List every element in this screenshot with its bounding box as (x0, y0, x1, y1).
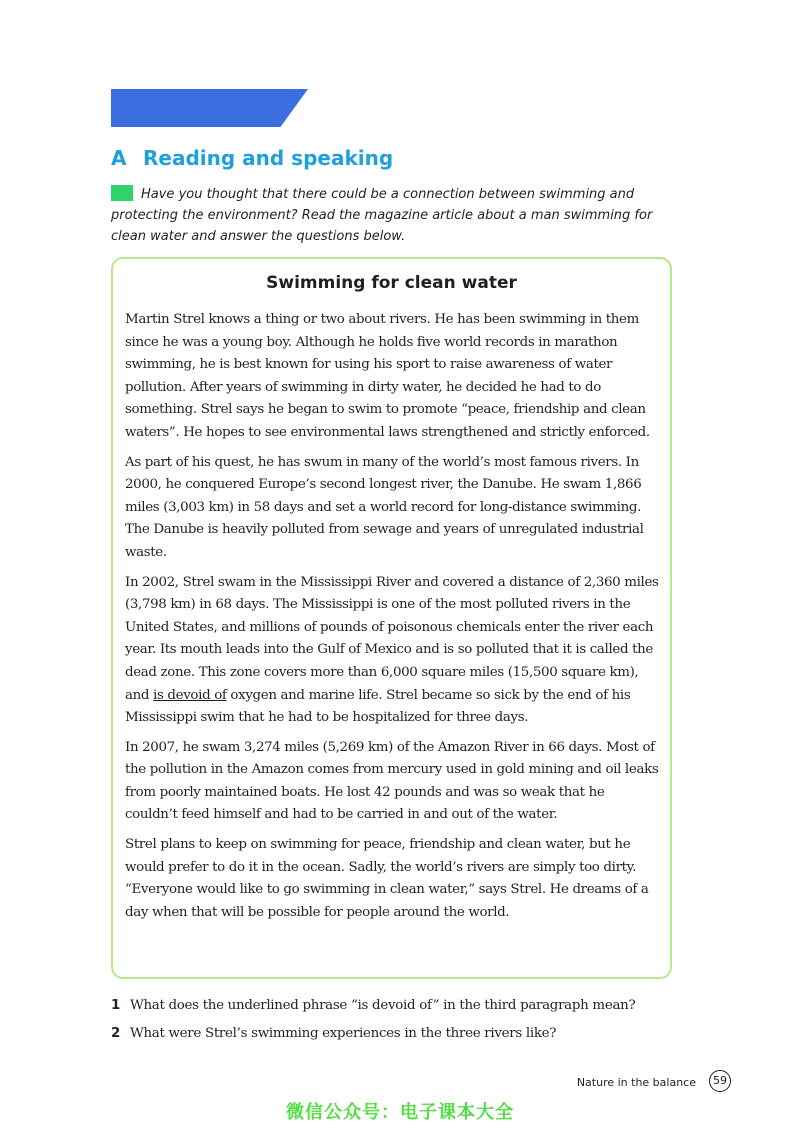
intro-text: Have you thought that there could be a connection between swimming and protecting the environment? Read the magazine article about a man swimming for clean water and answer the questions below. (111, 187, 653, 244)
intro-instructions (111, 184, 671, 247)
question-text: What were Strel’s swimming experiences in the three rivers like? (130, 1026, 557, 1041)
section-title (111, 146, 393, 170)
article-paragraph-2: As part of his quest, he has swum in many of the world’s most famous rivers. In 2000, he conquered Europe’s second longest river, the Danube. He swam 1,866 miles (3,003 km) in 58 days and set a world record for long-distance swimming. The Danube is heavily polluted from sewage and years of unregulated industrial waste. (125, 454, 644, 560)
question-list (111, 996, 691, 1052)
section-title-text: Reading and speaking (143, 146, 394, 170)
article-paragraph-3 (125, 572, 660, 730)
article-paragraph-5: Strel plans to keep on swimming for peace, friendship and clean water, but he would prefer to do it in the ocean. Sadly, the world’s rivers are simply too dirty. “Everyone would like to go swimming in clean water,” says Strel. He dreams of a day when that will be possible for people around the world. (125, 837, 649, 920)
page-number: 59 (709, 1070, 731, 1092)
paragraph-3-end: oxygen and marine life. Strel became so sick by the end of his Mississippi swim that he had to be hospitalized for three days. (125, 687, 631, 726)
paragraph-3-start: In 2002, Strel swam in the Mississippi River and covered a distance of 2,360 miles (3,798 km) in 68 days. The Mississippi is one of the most polluted rivers in the United States, and millions of pounds of poisonous chemicals enter the river each year. Its mouth leads into the Gulf of Mexico and is so polluted that it is called the dead zone. This zone covers more than 6,000 square miles (15,500 square km), and (125, 574, 659, 703)
article-title: Swimming for clean water (266, 273, 517, 293)
article-body (125, 309, 660, 931)
section-banner (111, 89, 308, 127)
article-box (111, 257, 672, 979)
question-number: 2 (111, 1026, 121, 1041)
question-item (111, 1024, 691, 1044)
footer-chapter-label: Nature in the balance (576, 1076, 696, 1089)
article-paragraph-1: Martin Strel knows a thing or two about rivers. He has been swimming in them since he was a young boy. Although he holds five world records in marathon swimming, he is best known for using his sport to raise awareness of water pollution. After years of swimming in dirty water, he decided he had to do something. Strel says he began to swim to promote “peace, friendship and clean waters”. He hopes to see environmental laws strengthened and strictly enforced. (125, 312, 650, 440)
question-number: 1 (111, 998, 121, 1013)
question-text: What does the underlined phrase “is devoid of” in the third paragraph mean? (130, 998, 636, 1013)
task-marker-icon (111, 185, 133, 201)
article-paragraph-4: In 2007, he swam 3,274 miles (5,269 km) of the Amazon River in 66 days. Most of the pollution in the Amazon comes from mercury used in gold mining and oil leaks from poorly maintained boats. He lost 42 pounds and was so weak that he couldn’t feed himself and had to be carried in and out of the water. (125, 739, 659, 823)
section-letter: A (111, 146, 127, 170)
underlined-phrase: is devoid of (153, 687, 227, 703)
watermark-text: 微信公众号：电子课本大全 (286, 1102, 514, 1123)
question-item (111, 996, 691, 1016)
